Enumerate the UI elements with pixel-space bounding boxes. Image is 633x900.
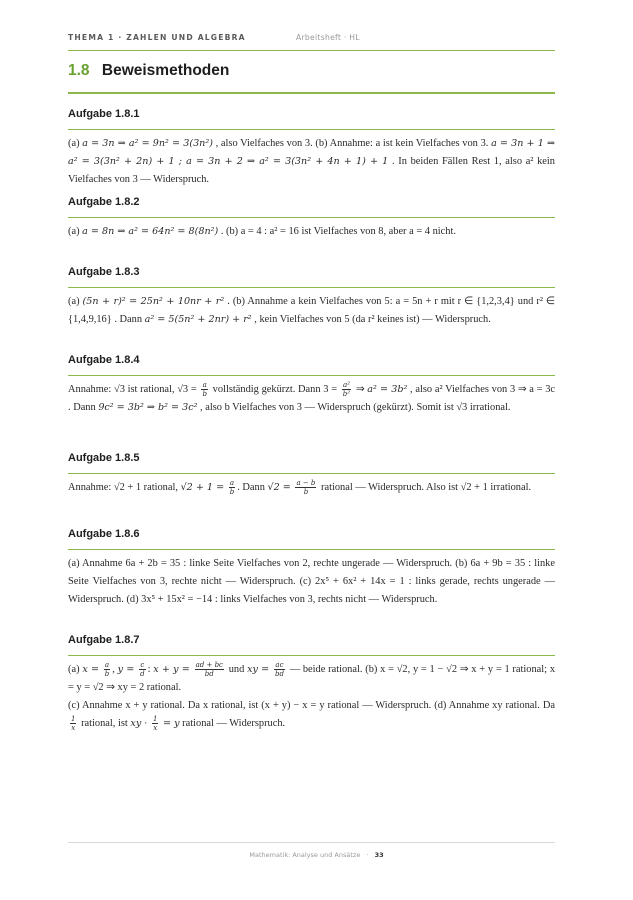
page-number: 33 — [374, 851, 384, 859]
page-footer: Mathematik: Analyse und Ansätze · 33 — [249, 851, 384, 859]
task-1-8-6 — [68, 526, 555, 609]
running-header — [68, 33, 558, 49]
task-divider — [68, 375, 555, 376]
footer-title: Mathematik: Analyse und Ansätze — [249, 851, 361, 859]
task-body: (a) a = 8n ⇒ a² = 64n² = 8(8n²) . (b) a = 4 : a² = 16 ist Vielfaches von 8, aber a = 4 nicht. — [68, 226, 456, 237]
task-divider — [68, 217, 555, 218]
task-title: Aufgabe 1.8.2 — [68, 196, 140, 208]
task-divider — [68, 655, 555, 656]
running-header-booklet: Arbeitsheft · HL — [296, 33, 360, 42]
task-1-8-4 — [68, 352, 555, 417]
task-1-8-7 — [68, 632, 555, 733]
task-body: (a) Annahme 6a + 2b = 35 : linke Seite Vielfaches von 2, rechte ungerade — Widerspruch. (b) 6a + 9b = 35 : linke Seite Vielfaches von 3, rechte nicht — Widerspruch. (c) 2x⁵ + 6x² + 14x = 1 : links gerade, rechts ungerade — Widerspruch. (d) 3x⁵ + 15x² = −14 : links Vielfaches von 3, rechts nicht — Widerspruch. — [68, 558, 555, 605]
task-body: (a) x = $\frac{a}{b}$ , y = $\frac{c}{d}$ : x + y = $\frac{ad + bc}{bd}$ und xy = $\frac{ac}{bd}$ — beide rational. (b) x = √2, y = 1 − √2 ⇒ x + y = 1 rational; x = y = √2 ⇒ xy = 2 rational. (c) Annahme x + y rational. Da x rational, ist (x + y) − x = y rational — Widerspruch. (d) Annahme xy rational. Da $\frac{1}{x}$ rational, ist xy · $\frac{1}{x}$ = y rational — Widerspruch. — [68, 661, 556, 733]
footer-divider — [68, 842, 555, 843]
task-divider — [68, 287, 555, 288]
chapter-title: Beweismethoden — [101, 62, 230, 79]
task-divider — [68, 473, 555, 474]
chapter-number: 1.8 — [68, 62, 90, 79]
task-title: Aufgabe 1.8.5 — [68, 452, 140, 464]
chapter-divider — [68, 92, 555, 94]
running-header-topic: THEMA 1 · ZAHLEN UND ALGEBRA — [68, 33, 246, 42]
task-body: (a) a = 3n ⇒ a² = 9n² = 3(3n²) , also Vielfaches von 3. (b) Annahme: a ist kein Vielfaches von 3. a = 3n + 1 ⇒ a² = 3(3n² + 2n) + 1 ; a = 3n + 2 ⇒ a² = 3(3n² + 4n + 1) + 1 . In beiden Fällen Rest 1, also a² kein Vielfaches von 3 — Widerspruch. — [68, 138, 556, 185]
task-title: Aufgabe 1.8.1 — [68, 108, 140, 120]
task-title: Aufgabe 1.8.7 — [68, 634, 140, 646]
task-title: Aufgabe 1.8.6 — [68, 528, 140, 540]
task-title: Aufgabe 1.8.4 — [68, 354, 140, 366]
header-divider — [68, 50, 555, 51]
task-1-8-2 — [68, 194, 555, 241]
task-body: Annahme: √3 ist rational, √3 = $\frac{a}{b}$ vollständig gekürzt. Dann 3 = $\frac{\text{a²}}{\text{b²}}$ ⇒ a² = 3b² , also a² Vielfaches von 3 ⇒ a = 3c . Dann 9c² = 3b² ⇒ b² = 3c² , also b Vielfaches von 3 — Widerspruch (gekürzt). Somit ist √3 irrational. — [68, 381, 556, 413]
task-body: (a) (5n + r)² = 25n² + 10nr + r² . (b) Annahme a kein Vielfaches von 5: a = 5n + r mit r ∈ {1,2,3,4} und r² ∈ {1,4,9,16} . Dann a² = 5(5n² + 2nr) + r² , kein Vielfaches von 5 (da r² keines ist) — Widerspruch. — [68, 296, 555, 325]
task-body: Annahme: √2 + 1 rational, √2 + 1 = $\frac{a}{b}$ . Dann √2 = $\frac{a - b}{b}$ rational — Widerspruch. Also ist √2 + 1 irrational. — [68, 479, 532, 497]
task-title: Aufgabe 1.8.3 — [68, 266, 140, 278]
task-divider — [68, 549, 555, 550]
task-1-8-1 — [68, 106, 555, 189]
task-1-8-3 — [68, 264, 555, 329]
chapter-heading — [68, 62, 229, 80]
task-1-8-5 — [68, 450, 555, 497]
task-divider — [68, 129, 555, 130]
